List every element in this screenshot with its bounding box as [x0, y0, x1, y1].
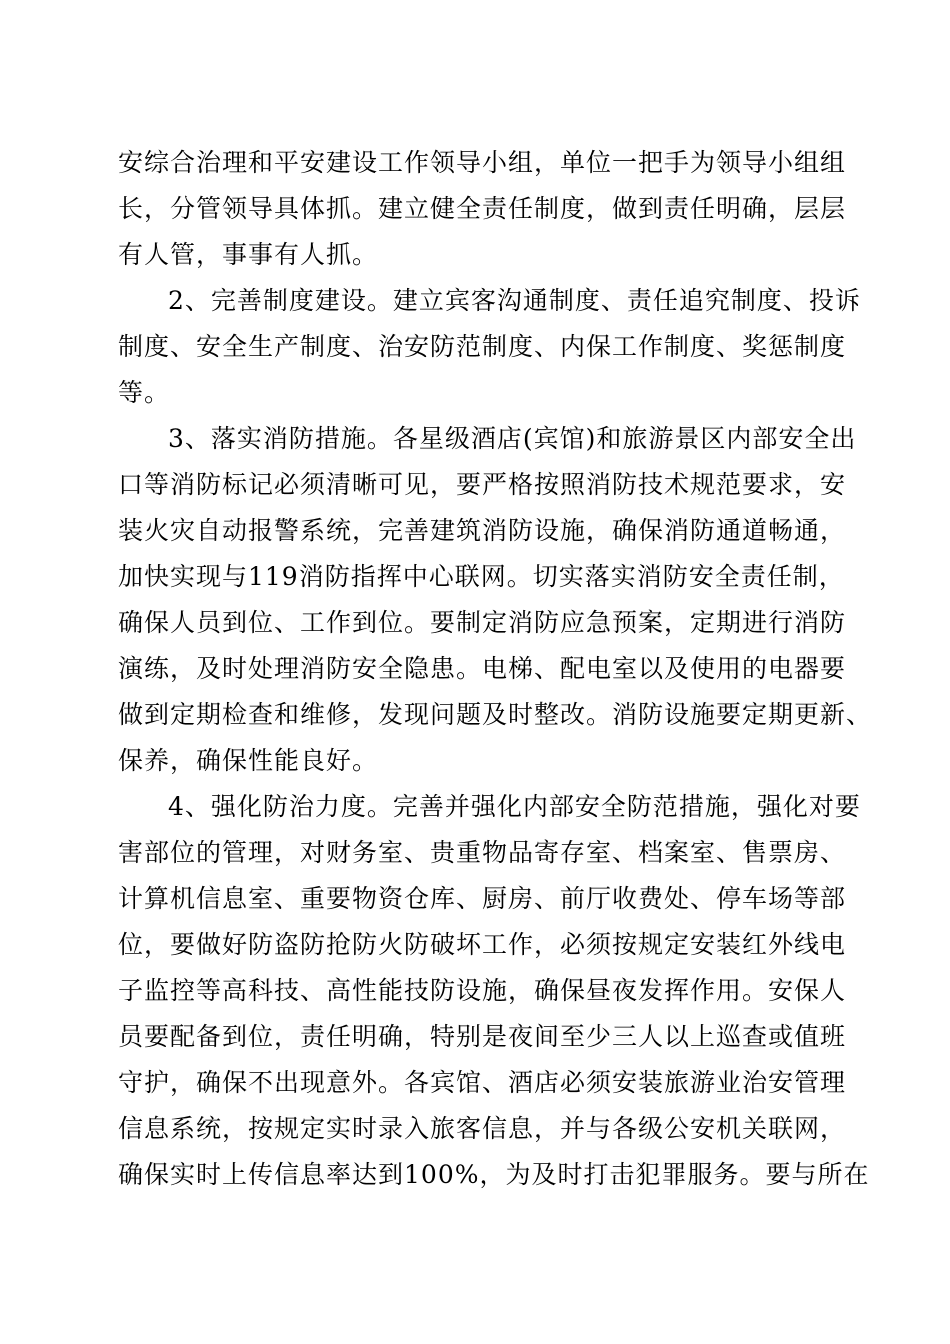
text-line: 信息系统，按规定实时录入旅客信息，并与各级公安机关联网， — [118, 1114, 847, 1143]
text-line: 害部位的管理，对财务室、贵重物品寄存室、档案室、售票房、 — [118, 838, 847, 867]
paragraph-item-4 — [118, 784, 870, 1198]
text-line: 确保实时上传信息率达到100%，为及时打击犯罪服务。要与所在 — [118, 1160, 870, 1189]
document-body — [118, 140, 873, 1198]
text-line: 2、完善制度建设。建立宾客沟通制度、责任追究制度、投诉 — [168, 286, 861, 315]
text-line: 守护，确保不出现意外。各宾馆、酒店必须安装旅游业治安管理 — [118, 1068, 847, 1097]
paragraph-item-2 — [118, 278, 861, 416]
text-line: 有人管，事事有人抓。 — [118, 240, 379, 269]
text-line: 员要配备到位，责任明确，特别是夜间至少三人以上巡查或值班 — [118, 1022, 847, 1051]
text-line: 口等消防标记必须清晰可见，要严格按照消防技术规范要求，安 — [118, 470, 847, 499]
text-line: 4、强化防治力度。完善并强化内部安全防范措施，强化对要 — [168, 792, 861, 821]
text-line: 子监控等高科技、高性能技防设施，确保昼夜发挥作用。安保人 — [118, 976, 847, 1005]
paragraph-continuation — [118, 140, 858, 278]
text-line: 演练，及时处理消防安全隐患。电梯、配电室以及使用的电器要 — [118, 654, 847, 683]
text-line: 位，要做好防盗防抢防火防破坏工作，必须按规定安装红外线电 — [118, 930, 847, 959]
text-line: 做到定期检查和维修，发现问题及时整改。消防设施要定期更新、 — [118, 700, 873, 729]
text-line: 计算机信息室、重要物资仓库、厨房、前厅收费处、停车场等部 — [118, 884, 847, 913]
text-line: 3、落实消防措施。各星级酒店(宾馆)和旅游景区内部安全出 — [168, 424, 857, 453]
text-line: 加快实现与119消防指挥中心联网。切实落实消防安全责任制， — [118, 562, 845, 591]
paragraph-item-3 — [118, 416, 873, 784]
text-line: 保养，确保性能良好。 — [118, 746, 379, 775]
text-line: 制度、安全生产制度、治安防范制度、内保工作制度、奖惩制度 — [118, 332, 847, 361]
text-line: 等。 — [118, 378, 171, 407]
text-line: 长，分管领导具体抓。建立健全责任制度，做到责任明确，层层 — [118, 194, 847, 223]
text-line: 装火灾自动报警系统，完善建筑消防设施，确保消防通道畅通， — [118, 516, 847, 545]
text-line: 安综合治理和平安建设工作领导小组，单位一把手为领导小组组 — [118, 148, 847, 177]
text-line: 确保人员到位、工作到位。要制定消防应急预案，定期进行消防 — [118, 608, 847, 637]
